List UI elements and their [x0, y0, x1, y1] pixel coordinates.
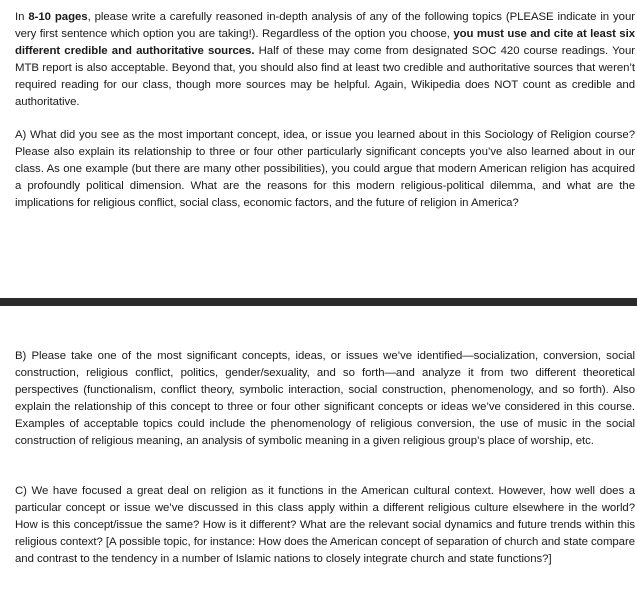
option-b-paragraph: B) Please take one of the most significant concepts, ideas, or issues we’ve identified—socialization, conversion, social construction, religious conflict, politics, gender/sexuality, and so forth—and analyze it from two different theoretical perspectives (functionalism, conflict theory, symbolic interaction, social construction, phenomenology, and so forth). Also explain the relationship of this concept to three or four other significant concepts or ideas we’ve considered in this course. Examples of acceptable topics could include the phenomenology of religious conversion, the use of music in the social construction of religious meaning, an analysis of symbolic meaning in a given religious group’s place of worship, etc.	[15, 350, 635, 447]
source-requirement: you must use and cite at least six different credible and authoritative sources.	[15, 28, 635, 57]
option-a-paragraph: A) What did you see as the most important concept, idea, or issue you learned about in this Sociology of Religion course? Please also explain its relationship to three or four other particularly significant concepts you’ve also learned about in our class. As one example (but there are many other possibilities), you could argue that modern American religion has acquired a profoundly political dimension. What are the reasons for this modern religious-political dilemma, and what are the implications for religious conflict, social class, economic factors, and the future of religion in America?	[15, 129, 635, 209]
page-divider	[0, 298, 637, 306]
page-length-requirement: 8-10 pages	[28, 11, 88, 23]
option-c-paragraph: C) We have focused a great deal on religion as it functions in the American cultural context. However, how well does a particular concept or issue we’ve discussed in this class apply within a different religious culture elsewhere in the world? How is this concept/issue the same? How is it different? What are the relevant social dynamics and future trends within this religious context? [A possible topic, for instance: How does the American concept of separation of church and state compare and contrast to the tendency in a number of Islamic nations to closely integrate church and state functions?]	[15, 485, 635, 565]
instructions-text: , please write a carefully reasoned in-depth analysis of any of the following topics (PLEASE indicate in your very first sentence which option you are taking!). Regardless of the option you choose,	[15, 11, 635, 40]
instructions-text-end: Half of these may come from designated SOC 420 course readings. Your MTB report is also acceptable. Beyond that, you should also find at least two credible and authoritative sources that weren’t required reading for our class, though more sources may be helpful. Again, Wikipedia does NOT count as credible and authoritative.	[15, 45, 635, 108]
assignment-instructions	[15, 9, 635, 111]
instructions-text-start: In	[15, 11, 29, 23]
